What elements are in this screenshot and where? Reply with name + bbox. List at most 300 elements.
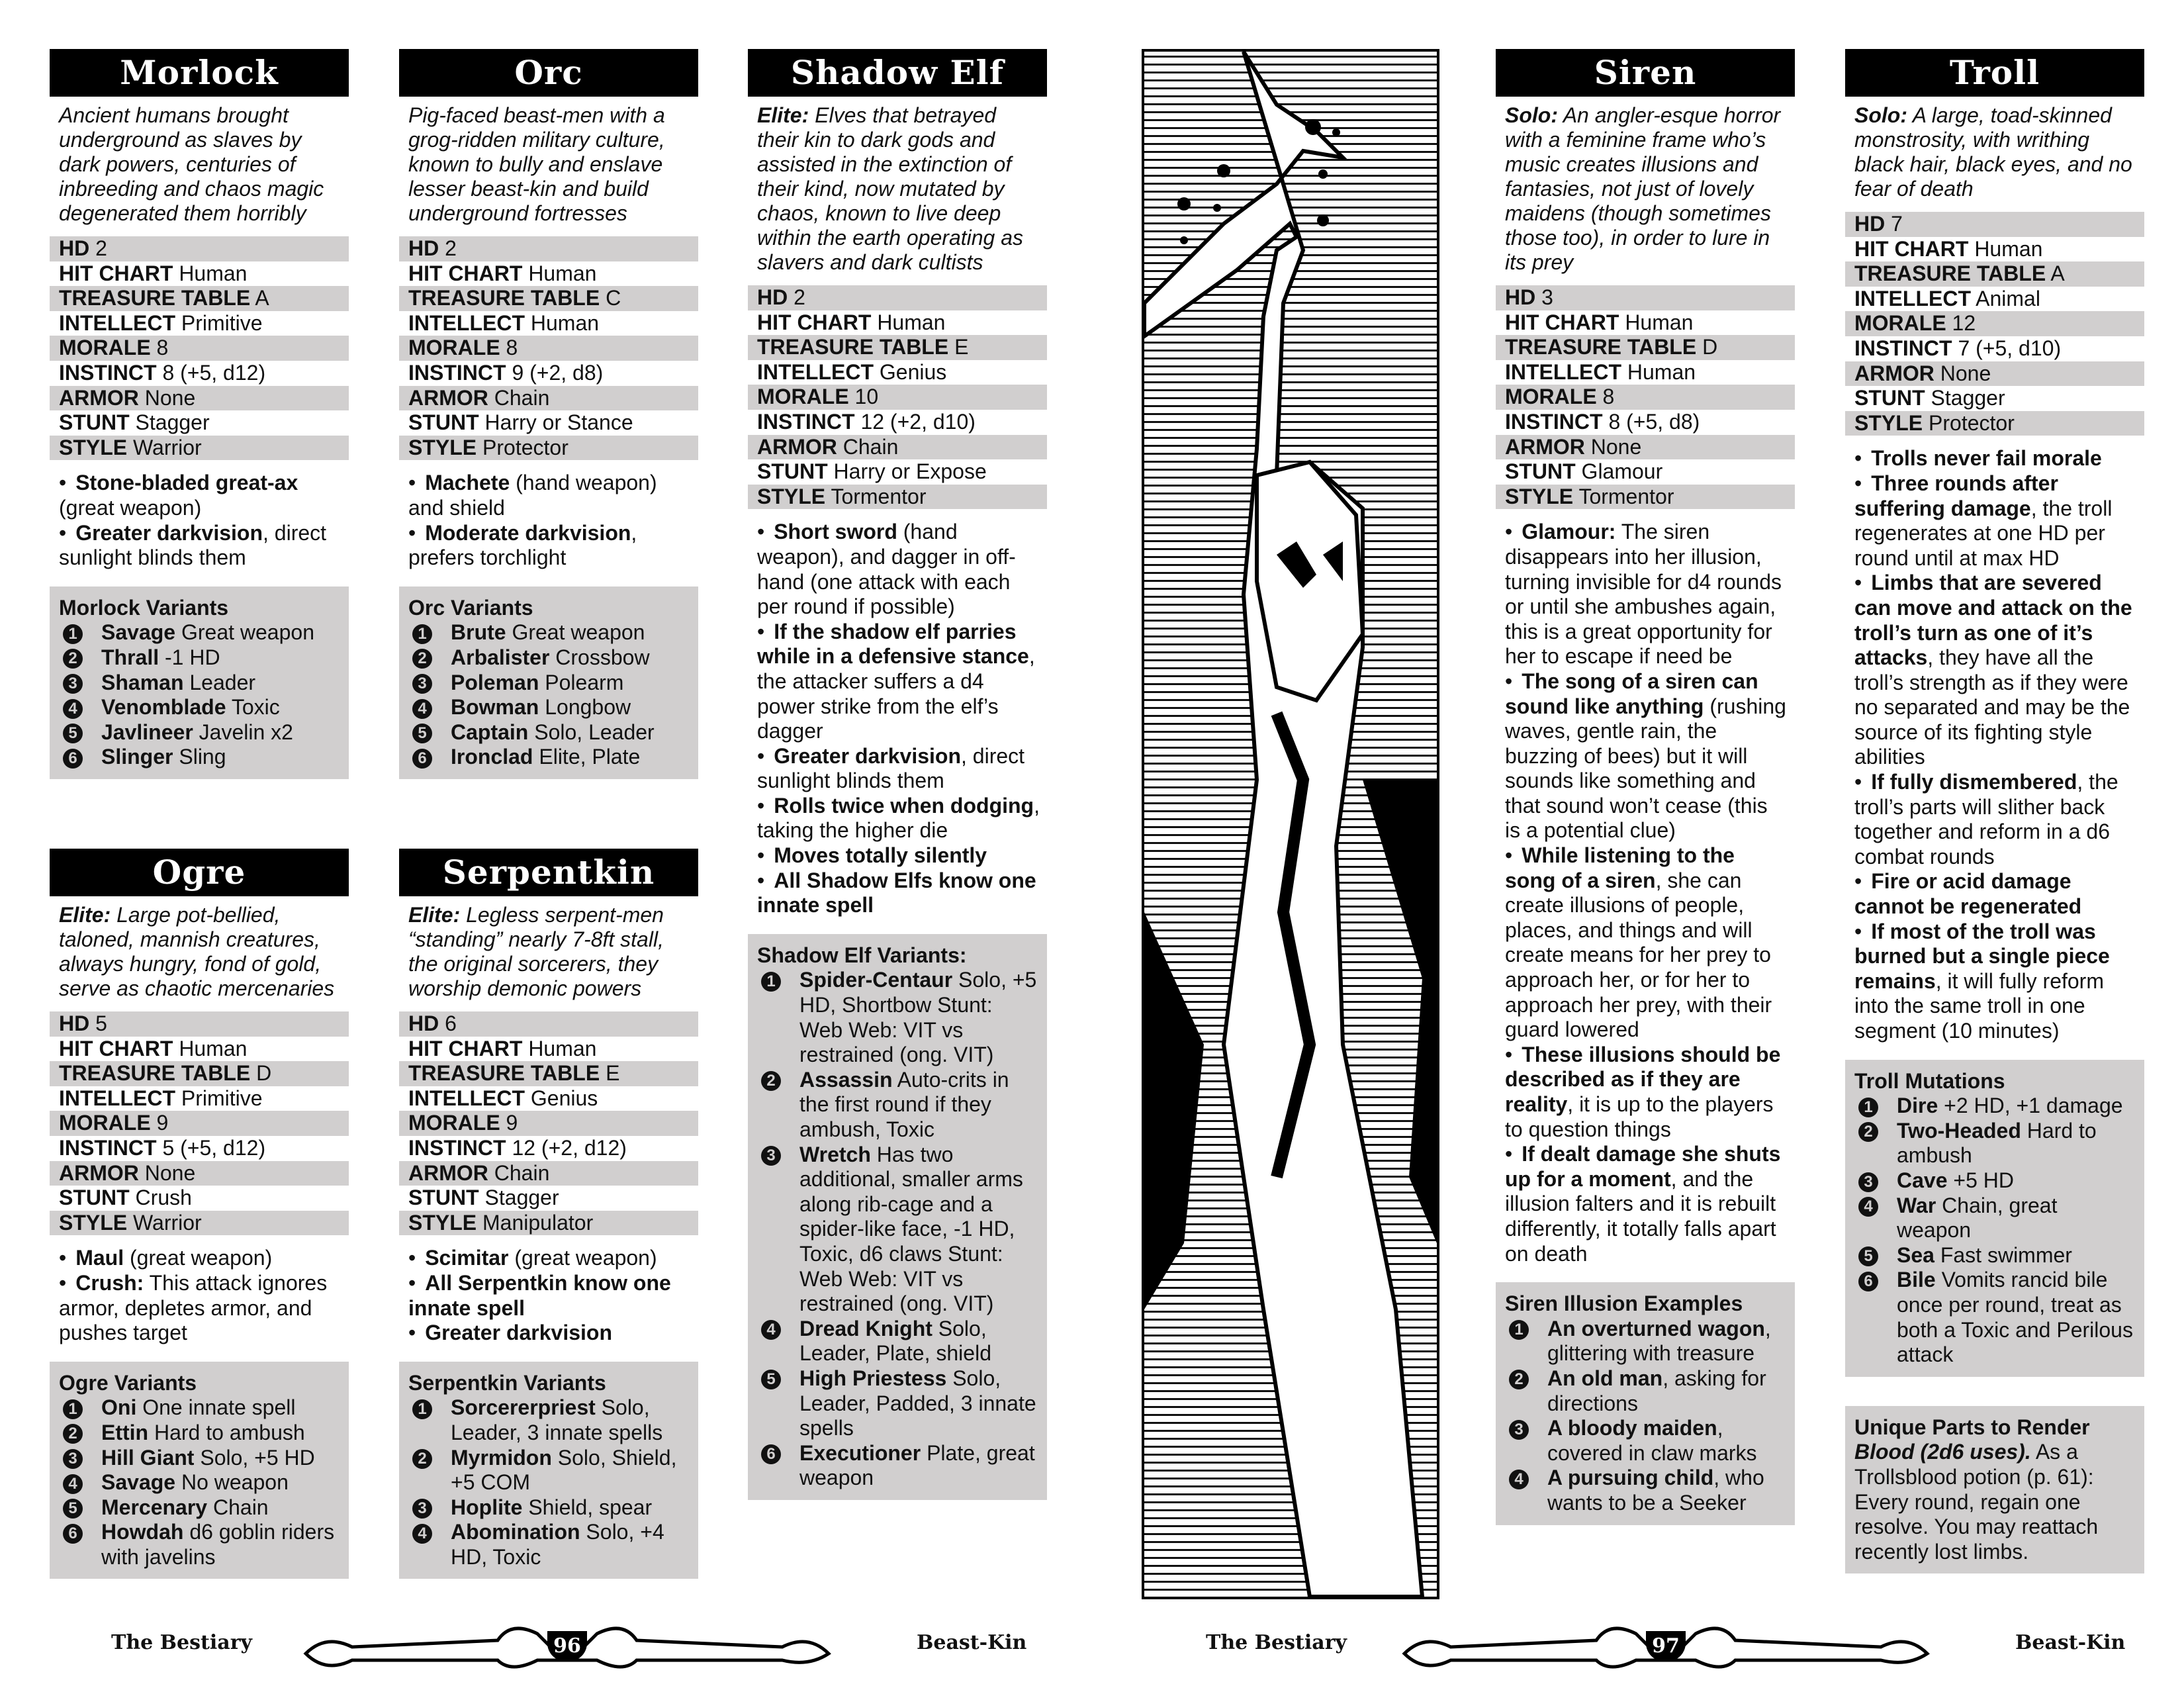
ability-name: Three rounds after suffering damage <box>1854 471 2058 520</box>
stat-label: HIT CHART <box>408 261 523 285</box>
bullet-icon: • <box>757 843 765 868</box>
stat-row <box>399 1061 698 1086</box>
footer-chapter: Beast-Kin <box>917 1631 1027 1654</box>
stat-row <box>50 1211 349 1236</box>
stat-row <box>1845 386 2144 411</box>
monster-card-shadow-elf <box>748 49 1047 1500</box>
bullet-icon: • <box>408 471 416 495</box>
stat-value: 6 <box>445 1011 457 1035</box>
stat-value: 7 (+5, d10) <box>1958 336 2062 360</box>
ability-text: , they have all the troll’s strength as if they were no separated and may be the source of its fighting style abilities <box>1854 645 2130 769</box>
ability-name: All Serpentkin know one innate spell <box>408 1270 671 1320</box>
variant-detail: , asking for directions <box>1547 1366 1766 1415</box>
ability-text: , prefers torchlight <box>408 520 637 570</box>
variant-text <box>799 1441 1039 1491</box>
bullet-icon: • <box>408 1321 416 1345</box>
stat-label: TREASURE TABLE <box>757 335 949 359</box>
die-face-icon <box>408 720 451 745</box>
die-face-icon <box>1854 1243 1897 1268</box>
variant-number: 2 <box>1509 1370 1529 1389</box>
variant-table-title: Orc Variants <box>408 595 533 620</box>
stat-value: Primitive <box>181 310 263 335</box>
stat-label: STYLE <box>59 1210 128 1235</box>
stat-row <box>1496 485 1795 510</box>
stat-row <box>399 1136 698 1161</box>
variant-number: 3 <box>761 1146 781 1166</box>
stat-label: MORALE <box>408 1111 500 1135</box>
page-footer-left <box>66 1620 1032 1673</box>
variant-detail: +5 HD <box>1947 1168 2014 1192</box>
variant-detail: Solo, Leader <box>528 720 655 744</box>
stat-label: TREASURE TABLE <box>408 1061 600 1086</box>
stat-value: Human <box>179 261 248 285</box>
variant-number: 6 <box>1858 1272 1878 1291</box>
stat-label: ARMOR <box>59 385 139 410</box>
stat-value: Glamour <box>1581 459 1663 484</box>
stat-label: INSTINCT <box>757 409 855 434</box>
monster-card-siren <box>1496 49 1795 1525</box>
ability-name: While listening to the song of a siren <box>1505 843 1735 892</box>
stat-label: INTELLECT <box>408 1086 525 1110</box>
ability-text: The siren disappears into her illusion, turning invisible for d4 rounds or until she ambushes again, this is a great opportunity for her to escape if need be <box>1505 520 1782 669</box>
variant-text <box>451 745 690 770</box>
stat-value: Harry or Stance <box>484 410 633 435</box>
monster-title: Siren <box>1496 49 1795 97</box>
monster-card-serpentkin <box>399 849 698 1579</box>
variant-number: 5 <box>412 724 432 743</box>
bullet-icon: • <box>59 1270 67 1295</box>
variant-number: 6 <box>761 1444 781 1464</box>
stat-value: E <box>606 1061 620 1086</box>
stat-label: TREASURE TABLE <box>59 1061 251 1086</box>
monster-description <box>748 97 1047 284</box>
variant-number: 4 <box>412 1524 432 1544</box>
monster-description <box>50 896 349 1010</box>
stat-label: INTELLECT <box>1854 286 1971 310</box>
variant-name: Venomblade <box>101 695 226 720</box>
stat-label: INSTINCT <box>408 360 506 385</box>
variant-name: Ironclad <box>451 745 533 769</box>
ability-item <box>408 1246 692 1271</box>
stat-value: None <box>144 1160 196 1185</box>
stat-row <box>1845 361 2144 387</box>
stat-value: Human <box>1625 310 1694 334</box>
page-number: 96 <box>547 1631 587 1662</box>
stat-value: 9 <box>506 1111 518 1135</box>
variant-text <box>451 645 690 671</box>
die-face-icon <box>408 695 451 720</box>
variant-detail: , who wants to be a Seeker <box>1547 1466 1764 1515</box>
stat-label: HD <box>408 236 439 260</box>
stat-row <box>748 485 1047 510</box>
stat-label: INTELLECT <box>1505 359 1621 384</box>
ability-name: Glamour: <box>1522 520 1616 544</box>
variant-row <box>59 1470 341 1495</box>
variant-table <box>399 586 698 779</box>
stat-row <box>399 1161 698 1186</box>
stat-label: INTELLECT <box>59 310 175 335</box>
variant-detail: Solo, Shield, +5 COM <box>451 1445 677 1495</box>
variant-name: Javlineer <box>101 720 193 744</box>
stat-block <box>50 1011 349 1235</box>
variant-detail: Polearm <box>539 670 624 694</box>
stat-label: STUNT <box>408 1186 479 1210</box>
ability-item <box>757 868 1040 918</box>
variant-row <box>1854 1194 2136 1243</box>
stat-value: Human <box>877 310 946 334</box>
stat-label: INSTINCT <box>408 1135 506 1160</box>
stat-row <box>1845 261 2144 287</box>
variant-row <box>757 1317 1039 1366</box>
variant-row <box>59 720 341 745</box>
variant-name: Howdah <box>101 1520 184 1544</box>
ability-list <box>748 509 1047 925</box>
variant-detail: d6 goblin riders with javelins <box>101 1520 335 1569</box>
die-face-icon <box>757 968 799 1067</box>
stat-label: INSTINCT <box>1854 336 1952 360</box>
unique-parts-title: Unique Parts to Render <box>1854 1415 2090 1439</box>
variant-text <box>799 1143 1039 1317</box>
variant-name: Two-Headed <box>1897 1118 2021 1143</box>
stat-value: 5 <box>95 1011 107 1035</box>
stat-row <box>1845 311 2144 336</box>
monster-title: Morlock <box>50 49 349 97</box>
variant-table-title: Shadow Elf Variants: <box>757 943 967 967</box>
variant-row <box>408 620 690 645</box>
variant-text <box>451 695 690 720</box>
die-face-icon <box>1854 1194 1897 1243</box>
variant-number: 1 <box>63 1399 83 1419</box>
variant-detail: Fast swimmer <box>1934 1243 2072 1267</box>
variant-text <box>451 1395 690 1445</box>
ability-name: These illusions should be described as if they are reality <box>1505 1042 1781 1116</box>
unique-parts-lead: Blood (2d6 uses). <box>1854 1440 2031 1464</box>
die-face-icon <box>59 745 101 770</box>
monster-description <box>399 896 698 1010</box>
stat-row <box>50 361 349 386</box>
ability-text: (rushing waves, gentle rain, the buzzing of bees) but it will sounds like something and that sound won’t cease (this is a potential clue) <box>1505 694 1786 843</box>
variant-row <box>59 1495 341 1521</box>
variant-detail: , glittering with treasure <box>1547 1316 1771 1366</box>
stat-label: MORALE <box>59 336 151 360</box>
stat-label: MORALE <box>757 385 849 409</box>
stat-label: ARMOR <box>1854 361 1934 385</box>
variant-row <box>408 1395 690 1445</box>
ability-name: The song of a siren can sound like anything <box>1505 669 1758 718</box>
variant-row <box>59 745 341 770</box>
siren-illustration <box>1142 49 1439 1599</box>
die-face-icon <box>59 620 101 645</box>
variant-text <box>1547 1317 1787 1366</box>
stat-block <box>1845 212 2144 436</box>
stat-row <box>50 1011 349 1037</box>
stat-row <box>748 435 1047 460</box>
die-face-icon <box>757 1366 799 1441</box>
variant-name: Sorcererpriest <box>451 1395 596 1420</box>
stat-label: INTELLECT <box>408 310 525 335</box>
variant-detail: Solo, Leader, Padded, 3 innate spells <box>799 1366 1036 1440</box>
variant-row <box>757 1441 1039 1491</box>
variant-number: 3 <box>412 674 432 694</box>
ability-name: Moderate darkvision <box>425 520 631 545</box>
variant-table-title: Ogre Variants <box>59 1370 197 1395</box>
bullet-icon: • <box>1854 446 1862 471</box>
ability-name: Moves totally silently <box>774 843 987 868</box>
stat-row <box>50 1111 349 1136</box>
variant-row <box>408 1495 690 1521</box>
variant-text <box>1897 1268 2136 1367</box>
variant-name: Assassin <box>799 1067 893 1092</box>
stat-block <box>399 236 698 460</box>
die-face-icon <box>408 645 451 671</box>
die-face-icon <box>1505 1366 1547 1416</box>
variant-detail: Vomits rancid bile once per round, treat as both a Toxic and Perilous attack <box>1897 1268 2133 1367</box>
stat-value: 8 (+5, d8) <box>1608 409 1700 434</box>
ability-name: If the shadow elf parries while in a defensive stance <box>757 619 1029 669</box>
stat-row <box>1496 459 1795 485</box>
stat-row <box>399 1211 698 1236</box>
variant-detail: One innate spell <box>136 1395 296 1420</box>
stat-label: INSTINCT <box>1505 409 1603 434</box>
stat-value: 10 <box>854 385 879 409</box>
variant-row <box>1505 1416 1787 1466</box>
stat-row <box>399 1086 698 1111</box>
ability-item <box>757 620 1040 744</box>
stat-value: Human <box>528 1036 597 1060</box>
variant-number: 5 <box>761 1370 781 1389</box>
variant-row <box>1854 1243 2136 1268</box>
ability-text: (hand weapon), and dagger in off-hand (one attack with each per round if possible) <box>757 520 1016 619</box>
variant-name: Arbalister <box>451 645 550 669</box>
stat-label: HIT CHART <box>59 261 173 285</box>
variant-text <box>799 1068 1039 1143</box>
ability-list <box>399 1235 698 1352</box>
ability-text: , it is up to the players to question things <box>1505 1092 1774 1141</box>
stat-value: Tormentor <box>1578 484 1674 508</box>
variant-text <box>101 645 341 671</box>
variant-name: Brute <box>451 620 506 645</box>
ability-text: (great weapon) <box>124 1246 273 1270</box>
stat-value: Chain <box>494 385 550 410</box>
stat-value: Warrior <box>133 435 202 459</box>
stat-label: TREASURE TABLE <box>1505 335 1697 359</box>
variant-detail: , covered in claw marks <box>1547 1416 1757 1465</box>
ability-item <box>59 1246 342 1271</box>
variant-table <box>50 586 349 779</box>
stat-row <box>50 410 349 436</box>
ability-name: Machete <box>425 471 510 495</box>
variant-number: 4 <box>1858 1197 1878 1217</box>
stat-row <box>1496 385 1795 410</box>
variant-text <box>101 671 341 696</box>
stat-value: Primitive <box>181 1086 263 1110</box>
variant-name: A pursuing child <box>1547 1466 1714 1490</box>
ability-text: , the troll regenerates at one HD per round until at max HD <box>1854 496 2113 570</box>
monster-card-orc <box>399 49 698 779</box>
stat-label: HD <box>1854 212 1886 236</box>
variant-text <box>451 1446 690 1495</box>
ability-name: Trolls never fail morale <box>1871 446 2102 471</box>
stat-row <box>399 1186 698 1211</box>
variant-row <box>59 695 341 720</box>
monster-title: Ogre <box>50 849 349 896</box>
die-face-icon <box>1854 1268 1897 1367</box>
stat-value: Human <box>530 310 600 335</box>
stat-value: 2 <box>95 236 107 260</box>
bullet-icon: • <box>1854 869 1862 894</box>
variant-number: 2 <box>63 649 83 669</box>
ability-item <box>408 521 692 571</box>
variant-text <box>799 1317 1039 1366</box>
ability-text: , the troll’s parts will slither back together and reform in a d6 combat rounds <box>1854 770 2118 868</box>
variant-name: Spider-Centaur <box>799 968 953 992</box>
ability-item <box>1505 843 1788 1043</box>
bullet-icon: • <box>1854 471 1862 495</box>
stat-value: Animal <box>1976 286 2040 310</box>
stat-value: A <box>2050 261 2065 286</box>
stat-value: Genius <box>879 359 947 384</box>
ability-name: Limbs that are severed can move and attack on the troll’s turn as one of it’s attacks <box>1854 571 2132 670</box>
ability-item <box>1854 571 2138 770</box>
variant-row <box>1505 1366 1787 1416</box>
variant-row <box>59 620 341 645</box>
stat-row <box>1496 310 1795 336</box>
stat-value: Chain <box>494 1160 550 1185</box>
bullet-icon: • <box>1854 919 1862 943</box>
stat-value: D <box>1702 335 1718 359</box>
bullet-icon: • <box>1854 770 1862 794</box>
stat-label: MORALE <box>1505 385 1597 409</box>
ability-item <box>1854 919 2138 1044</box>
die-face-icon <box>1505 1416 1547 1466</box>
variant-detail: Solo, +5 HD, Shortbow Stunt: Web Web: VIT vs restrained (ong. VIT) <box>799 968 1037 1067</box>
stat-label: INSTINCT <box>59 360 157 385</box>
variant-detail: Great weapon <box>506 620 645 645</box>
variant-name: Shaman <box>101 670 184 694</box>
stat-row <box>748 385 1047 410</box>
variant-row <box>59 1446 341 1471</box>
stat-value: D <box>256 1061 272 1086</box>
stat-value: Human <box>528 261 597 285</box>
die-face-icon <box>59 645 101 671</box>
variant-detail: +2 HD, +1 damage <box>1938 1094 2123 1118</box>
ability-text: (great weapon) <box>508 1246 657 1270</box>
die-face-icon <box>408 1395 451 1445</box>
stat-row <box>1845 287 2144 312</box>
variant-table <box>399 1362 698 1579</box>
stat-block <box>399 1011 698 1235</box>
stat-value: 12 (+2, d10) <box>860 409 976 434</box>
stat-row <box>399 361 698 386</box>
variant-number: 2 <box>761 1071 781 1091</box>
bullet-icon: • <box>1505 1042 1513 1066</box>
variant-number: 3 <box>1509 1420 1529 1440</box>
stat-block <box>1496 285 1795 509</box>
stat-row <box>50 386 349 411</box>
stat-label: ARMOR <box>757 434 837 459</box>
variant-row <box>757 1143 1039 1317</box>
stat-row <box>1845 237 2144 262</box>
variant-detail: Sling <box>173 745 226 769</box>
die-face-icon <box>59 1520 101 1570</box>
stat-label: STYLE <box>59 435 128 459</box>
stat-label: INTELLECT <box>757 359 874 384</box>
ability-name: Crush: <box>75 1270 144 1295</box>
variant-number: 4 <box>63 1474 83 1494</box>
stat-row <box>1845 336 2144 361</box>
variant-detail: Chain <box>207 1495 269 1519</box>
variant-table-title: Morlock Variants <box>59 595 229 620</box>
stat-value: Protector <box>482 435 569 459</box>
variant-table <box>1845 1060 2144 1377</box>
stat-row <box>50 286 349 311</box>
bullet-icon: • <box>757 743 765 768</box>
stat-row <box>748 360 1047 385</box>
stat-value: Tormentor <box>831 484 927 508</box>
monster-description <box>1496 97 1795 284</box>
ability-item <box>1854 869 2138 919</box>
variant-row <box>59 645 341 671</box>
variant-text <box>799 968 1039 1067</box>
ability-item <box>757 794 1040 843</box>
stat-value: Chain <box>842 434 899 459</box>
stat-label: MORALE <box>59 1111 151 1135</box>
variant-detail: Toxic <box>226 695 280 720</box>
ability-item <box>1505 1142 1788 1266</box>
variant-name: Ettin <box>101 1420 149 1444</box>
stat-label: TREASURE TABLE <box>408 286 600 310</box>
ability-text: , she can create illusions of people, places, and things and will create means for her prey to approach her, or for her to approach her prey, with their guard lowered <box>1505 868 1772 1042</box>
variant-row <box>1854 1168 2136 1194</box>
variant-table <box>748 934 1047 1500</box>
stat-label: INTELLECT <box>59 1086 175 1110</box>
stat-row <box>399 286 698 311</box>
bullet-icon: • <box>408 1246 416 1270</box>
ability-name: If dealt damage she shuts up for a moment <box>1505 1142 1781 1191</box>
variant-table-title: Siren Illusion Examples <box>1505 1291 1743 1316</box>
ability-text: , taking the higher die <box>757 793 1040 843</box>
variant-name: Mercenary <box>101 1495 208 1519</box>
ability-text: (great weapon) <box>59 495 202 520</box>
stat-value: Harry or Expose <box>833 459 987 484</box>
die-face-icon <box>59 1421 101 1446</box>
footer-book-title: The Bestiary <box>1206 1631 1347 1654</box>
die-face-icon <box>757 1143 799 1317</box>
ability-text: This attack ignores armor, depletes armor, and pushes target <box>59 1270 328 1345</box>
bullet-icon: • <box>757 619 765 643</box>
ability-text: , and the illusion falters and it is rebuilt differently, it totally falls apart on death <box>1505 1166 1776 1266</box>
stat-row <box>50 261 349 287</box>
variant-row <box>1505 1466 1787 1515</box>
variant-number: 6 <box>412 749 432 769</box>
ability-item <box>1854 471 2138 571</box>
stat-label: STUNT <box>1505 459 1576 484</box>
variant-text <box>101 620 341 645</box>
die-face-icon <box>408 745 451 770</box>
stat-row <box>50 236 349 261</box>
unique-parts-body: As a Trollsblood potion (p. 61): Every round, regain one resolve. You may reattach recently lost limbs. <box>1854 1440 2099 1564</box>
variant-detail: Solo, +4 HD, Toxic <box>451 1520 664 1569</box>
variant-number: 1 <box>412 1399 432 1419</box>
variant-number: 2 <box>1858 1122 1878 1142</box>
tier-label: Elite: <box>757 103 809 127</box>
bullet-icon: • <box>59 471 67 495</box>
stat-value: 5 (+5, d12) <box>162 1135 266 1160</box>
variant-text <box>101 1421 341 1446</box>
variant-row <box>757 1366 1039 1441</box>
stat-value: Stagger <box>1931 386 2005 410</box>
variant-row <box>1505 1317 1787 1366</box>
